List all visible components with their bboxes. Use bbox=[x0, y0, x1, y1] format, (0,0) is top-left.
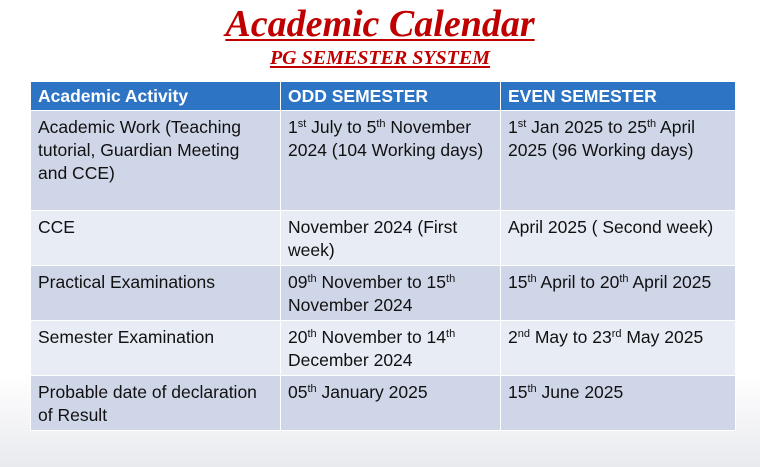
table-row bbox=[31, 111, 736, 211]
page-subtitle: PG SEMESTER SYSTEM bbox=[269, 47, 491, 69]
even-semester-cell: 1st Jan 2025 to 25th April 2025 (96 Working days) bbox=[501, 111, 736, 211]
table-row bbox=[31, 211, 736, 266]
activity-cell: CCE bbox=[31, 211, 281, 266]
page-title: Academic Calendar bbox=[225, 3, 535, 45]
odd-semester-cell: 1st July to 5th November 2024 (104 Working days) bbox=[281, 111, 501, 211]
activity-cell: Academic Work (Teaching tutorial, Guardian Meeting and CCE) bbox=[31, 111, 281, 211]
odd-semester-cell: 20th November to 14th December 2024 bbox=[281, 321, 501, 376]
header-activity: Academic Activity bbox=[31, 82, 281, 111]
even-semester-cell: April 2025 ( Second week) bbox=[501, 211, 736, 266]
activity-cell: Probable date of declaration of Result bbox=[31, 376, 281, 431]
even-semester-cell: 15th June 2025 bbox=[501, 376, 736, 431]
odd-semester-cell: 05th January 2025 bbox=[281, 376, 501, 431]
table-row bbox=[31, 376, 736, 431]
calendar-table bbox=[30, 81, 736, 431]
activity-cell: Semester Examination bbox=[31, 321, 281, 376]
odd-semester-cell: November 2024 (First week) bbox=[281, 211, 501, 266]
table-row bbox=[31, 321, 736, 376]
table-header-row bbox=[31, 82, 736, 111]
header-even-semester: EVEN SEMESTER bbox=[501, 82, 736, 111]
activity-cell: Practical Examinations bbox=[31, 266, 281, 321]
even-semester-cell: 2nd May to 23rd May 2025 bbox=[501, 321, 736, 376]
odd-semester-cell: 09th November to 15th November 2024 bbox=[281, 266, 501, 321]
even-semester-cell: 15th April to 20th April 2025 bbox=[501, 266, 736, 321]
header-odd-semester: ODD SEMESTER bbox=[281, 82, 501, 111]
table-row bbox=[31, 266, 736, 321]
